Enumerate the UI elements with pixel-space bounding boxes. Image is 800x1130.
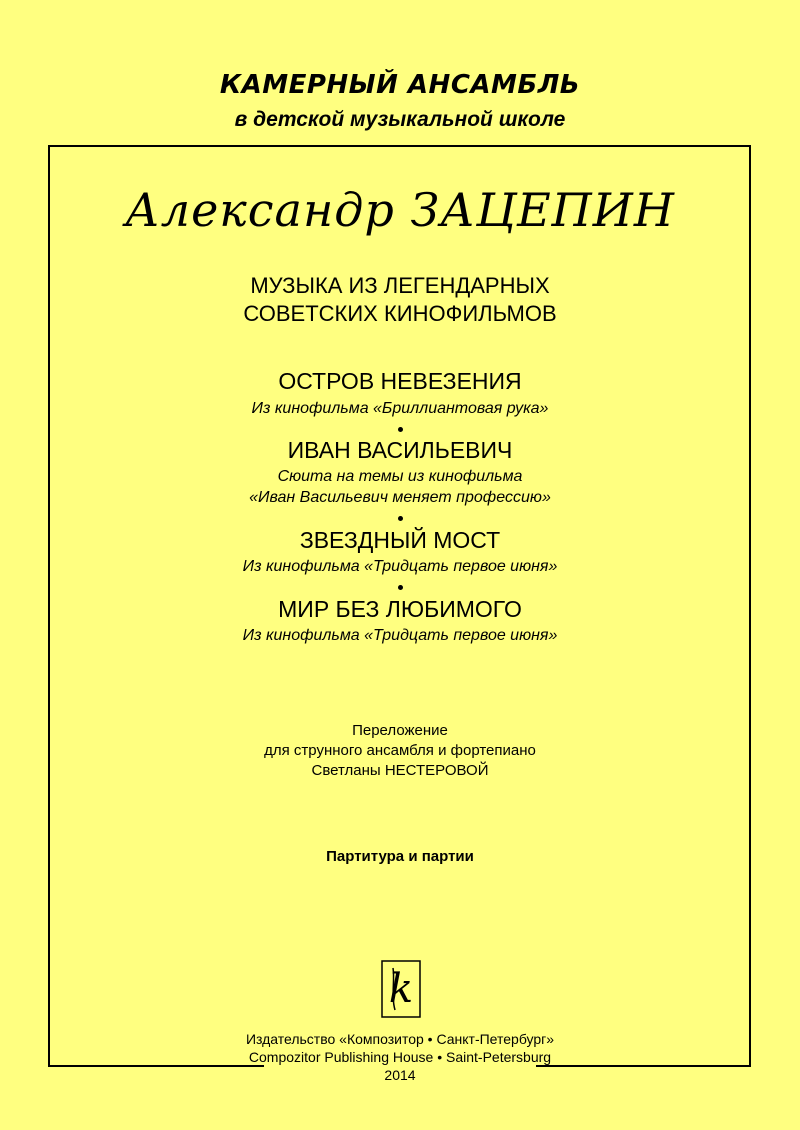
publisher-info <box>0 1030 800 1084</box>
series-title: КАМЕРНЫЙ АНСАМБЛЬ <box>219 70 581 100</box>
collection-heading-line2: СОВЕТСКИХ КИНОФИЛЬМОВ <box>243 301 557 326</box>
piece-title: ИВАН ВАСИЛЬЕВИЧ <box>287 437 513 463</box>
piece-note: Из кинофильма «Тридцать первое июня» <box>242 558 558 575</box>
publisher-line-ru: Издательство «Композитор • Санкт-Петербург» <box>245 1031 555 1047</box>
svg-text:k: k <box>388 966 414 1012</box>
piece-title: ЗВЕЗДНЫЙ МОСТ <box>299 527 501 553</box>
publisher-logo-k-icon <box>381 960 421 1018</box>
collection-heading-line1: МУЗЫКА ИЗ ЛЕГЕНДАРНЫХ <box>250 273 550 298</box>
piece-note: Сюита на темы из кинофильма <box>277 468 523 485</box>
publication-year: 2014 <box>384 1067 416 1083</box>
score-and-parts-label: Партитура и партии <box>326 848 474 865</box>
piece-note: «Иван Васильевич меняет профессию» <box>249 489 551 506</box>
piece-title: ОСТРОВ НЕВЕЗЕНИЯ <box>278 368 522 394</box>
arrangement-credit <box>0 721 800 781</box>
bullet-separator <box>398 585 403 590</box>
publisher-line-en: Compozitor Publishing House • Saint-Petersburg <box>248 1049 552 1065</box>
arrangement-line: Переложение <box>352 722 448 739</box>
bullet-separator <box>398 427 403 432</box>
piece-title: МИР БЕЗ ЛЮБИМОГО <box>278 596 522 622</box>
arrangement-line: для струнного ансамбля и фортепиано <box>264 742 536 759</box>
composer-name: Александр ЗАЦЕПИН <box>124 183 676 237</box>
bullet-separator <box>398 516 403 521</box>
piece-note: Из кинофильма «Бриллиантовая рука» <box>251 400 549 417</box>
arrangement-line: Светланы НЕСТЕРОВОЙ <box>311 762 489 779</box>
piece-note: Из кинофильма «Тридцать первое июня» <box>242 627 558 644</box>
series-subtitle: в детской музыкальной школе <box>234 108 566 131</box>
